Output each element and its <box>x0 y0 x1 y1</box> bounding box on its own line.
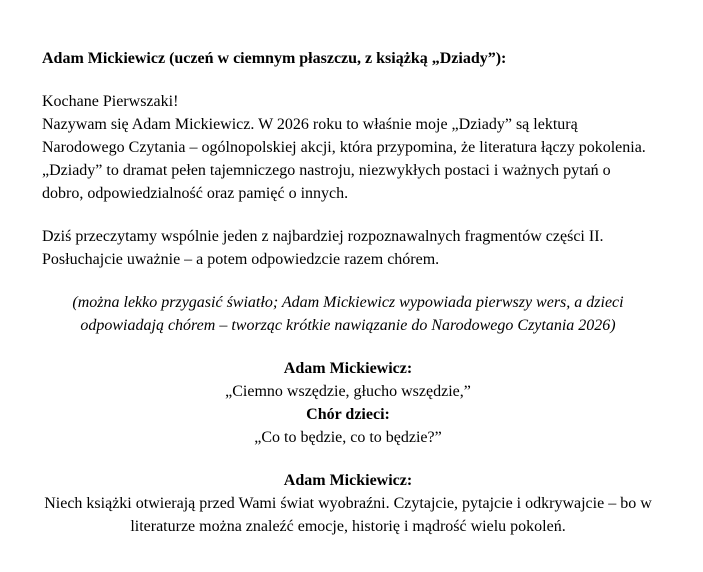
closing-line: Niech książki otwierają przed Wami świat wyobraźni. Czytajcie, pytajcie i odkrywajcie – bo w literaturze można znaleźć emocje, historię i mądrość wielu pokoleń. <box>44 495 652 535</box>
reading-paragraph: Dziś przeczytamy wspólnie jeden z najbardziej rozpoznawalnych fragmentów części II. Posłuchajcie uważnie – a potem odpowiedzcie razem chórem. <box>42 228 604 268</box>
dialogue-line: „Co to będzie, co to będzie?” <box>254 429 442 446</box>
document-page <box>42 47 654 538</box>
intro-line: „Dziady” to dramat pełen tajemniczego nastroju, niezwykłych postaci i ważnych pytań o dobro, odpowiedzialność oraz pamięć o innych. <box>42 162 611 202</box>
scene-heading: Adam Mickiewicz (uczeń w ciemnym płaszczu, z książką „Dziady”): <box>42 50 507 67</box>
greeting-line: Kochane Pierwszaki! <box>42 93 179 110</box>
speaker-name: Chór dzieci: <box>306 406 390 423</box>
speaker-name: Adam Mickiewicz: <box>283 360 413 377</box>
intro-line: Nazywam się Adam Mickiewicz. W 2026 roku to właśnie moje „Dziady” są lekturą Narodowego Czytania – ogólnopolskiej akcji, która przypomina, że literatura łączy pokolenia. <box>42 116 646 156</box>
dialogue-line: „Ciemno wszędzie, głucho wszędzie,” <box>225 383 471 400</box>
spacer <box>42 449 654 469</box>
stage-direction: (można lekko przygasić światło; Adam Mickiewicz wypowiada pierwszy wers, a dzieci odpowiadają chórem – tworząc krótkie nawiązanie do Narodowego Czytania 2026) <box>72 294 624 334</box>
speaker-name: Adam Mickiewicz: <box>283 472 413 489</box>
dialogue-block <box>42 357 654 449</box>
intro-paragraph <box>42 90 654 205</box>
closing-block <box>42 469 654 538</box>
